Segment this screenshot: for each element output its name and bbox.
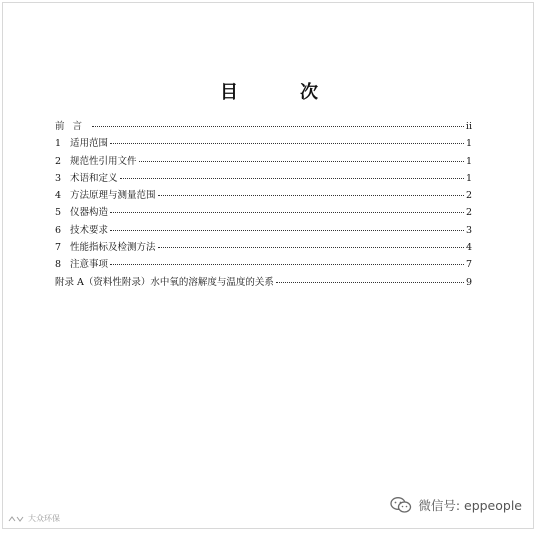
- toc-entry-6[interactable]: [55, 222, 472, 239]
- toc-entry-2[interactable]: [55, 153, 472, 170]
- toc-entry-number: 8: [55, 259, 62, 271]
- toc-entry-label: 技术要求: [70, 224, 109, 236]
- toc-entry-page: 9: [465, 276, 472, 288]
- toc-leader-dots: [110, 143, 464, 144]
- toc-entry-8[interactable]: [55, 256, 472, 273]
- toc-entry-label: 规范性引用文件: [70, 155, 137, 167]
- toc-entry-foreword[interactable]: [55, 118, 472, 135]
- toc-title: 目 次: [220, 82, 340, 103]
- toc-entry-number: 3: [55, 172, 62, 184]
- toc-entry-number: 6: [55, 224, 62, 236]
- toc-entry-label: 术语和定义: [70, 172, 118, 184]
- toc-entry-4[interactable]: [55, 187, 472, 204]
- toc-entry-page: 3: [465, 224, 472, 236]
- wechat-watermark: [390, 496, 522, 514]
- toc-leader-dots: [110, 264, 464, 265]
- toc-entry-label: 仪器构造: [70, 207, 109, 219]
- toc-entry-page: 7: [465, 259, 472, 271]
- platform-watermark-text: 大众环保: [28, 514, 60, 523]
- toc-entry-number: 2: [55, 155, 62, 167]
- toc-entry-7[interactable]: [55, 239, 472, 256]
- toc-entry-appendix-a[interactable]: [55, 274, 472, 291]
- toc-entry-number: 1: [55, 138, 62, 150]
- toc-entry-page: 4: [465, 242, 472, 254]
- toc-leader-dots: [110, 230, 464, 231]
- toc-leader-dots: [110, 212, 464, 213]
- toc-entry-label: 适用范围: [70, 138, 109, 150]
- toc-entry-page: 2: [465, 190, 472, 202]
- toc-entry-label: 性能指标及检测方法: [70, 242, 156, 254]
- toc-entry-3[interactable]: [55, 170, 472, 187]
- platform-logo-icon: [8, 515, 26, 523]
- toc-entry-page: 2: [465, 207, 472, 219]
- toc-entry-label: 附录 A（资料性附录）水中氧的溶解度与温度的关系: [55, 276, 274, 288]
- toc-entry-page: 1: [465, 155, 472, 167]
- toc-entry-5[interactable]: [55, 204, 472, 221]
- toc-leader-dots: [120, 178, 464, 179]
- toc-entry-number: 5: [55, 207, 62, 219]
- toc-entry-label: 前言: [55, 121, 91, 132]
- table-of-contents: [55, 118, 472, 291]
- toc-leader-dots: [276, 282, 464, 283]
- wechat-id-text: 微信号: eppeople: [418, 498, 522, 513]
- toc-entry-page: ii: [465, 121, 472, 132]
- toc-entry-1[interactable]: [55, 135, 472, 152]
- toc-entry-number: 4: [55, 190, 62, 202]
- platform-watermark: [8, 513, 60, 524]
- toc-leader-dots: [158, 195, 464, 196]
- toc-leader-dots: [158, 247, 464, 248]
- toc-entry-number: 7: [55, 242, 62, 254]
- toc-entry-label: 方法原理与测量范围: [70, 190, 156, 202]
- toc-entry-page: 1: [465, 138, 472, 150]
- toc-leader-dots: [139, 161, 464, 162]
- toc-entry-page: 1: [465, 172, 472, 184]
- wechat-logo-icon: [390, 496, 412, 514]
- toc-entry-label: 注意事项: [70, 259, 109, 271]
- toc-leader-dots: [92, 126, 464, 127]
